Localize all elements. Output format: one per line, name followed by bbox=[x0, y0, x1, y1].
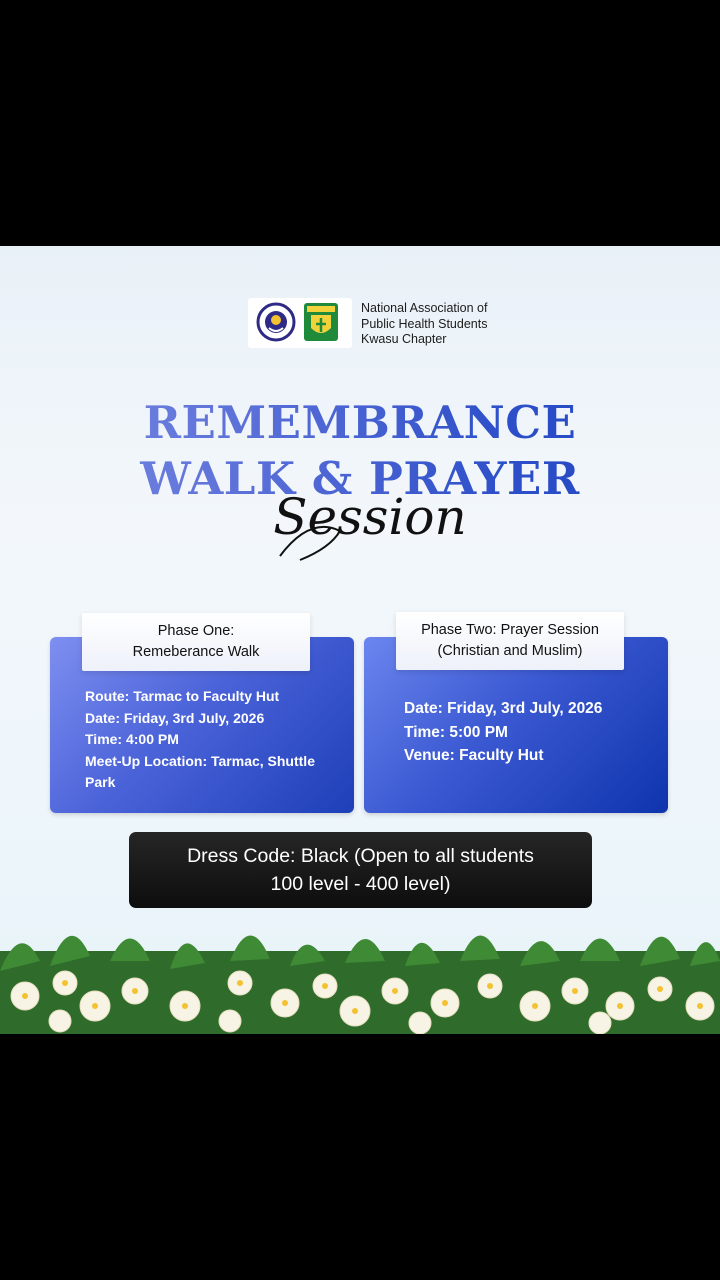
phase-two-time: Time: 5:00 PM bbox=[404, 723, 508, 741]
phase-one-time: Time: 4:00 PM bbox=[85, 731, 179, 747]
script-word: Session bbox=[273, 488, 467, 546]
phase-one-tab bbox=[82, 613, 310, 671]
phase-one-meetup-2: Park bbox=[85, 774, 116, 790]
phase-one-details bbox=[85, 686, 340, 794]
phase-one-tab-line-1: Phase One: bbox=[157, 623, 235, 639]
organization-name bbox=[361, 301, 561, 348]
org-line-2: Public Health Students bbox=[361, 316, 488, 331]
phase-two-details bbox=[404, 697, 659, 768]
phase-one-route: Route: Tarmac to Faculty Hut bbox=[85, 688, 280, 704]
org-line-3: Kwasu Chapter bbox=[361, 332, 447, 346]
phase-one-tab-line-2: Remeberance Walk bbox=[132, 644, 260, 660]
green-shield-crest-icon bbox=[303, 302, 339, 342]
phase-two-tab bbox=[396, 612, 624, 670]
phase-two-tab-line-2: (Christian and Muslim) bbox=[437, 643, 583, 659]
dress-code-line-2: 100 level - 400 level) bbox=[270, 873, 451, 895]
phase-one-meetup-1: Meet-Up Location: Tarmac, Shuttle bbox=[85, 752, 315, 769]
event-poster bbox=[0, 246, 720, 1034]
phase-two-date: Date: Friday, 3rd July, 2026 bbox=[404, 700, 603, 717]
org-line-1: National Association of bbox=[361, 301, 488, 315]
phase-one-date: Date: Friday, 3rd July, 2026 bbox=[85, 709, 265, 726]
title-line-2: WALK & PRAYER bbox=[0, 454, 720, 504]
phase-two-tab-line-1: Phase Two: Prayer Session bbox=[421, 622, 599, 638]
script-title bbox=[270, 476, 470, 566]
phase-two-venue: Venue: Faculty Hut bbox=[404, 747, 544, 764]
dress-code-line-1: Dress Code: Black (Open to all students bbox=[187, 845, 534, 867]
title-line-1: REMEMBRANCE bbox=[0, 398, 720, 448]
circular-emblem-icon bbox=[256, 302, 296, 342]
dress-code-banner bbox=[129, 832, 592, 908]
flower-border-icon bbox=[0, 911, 720, 1034]
